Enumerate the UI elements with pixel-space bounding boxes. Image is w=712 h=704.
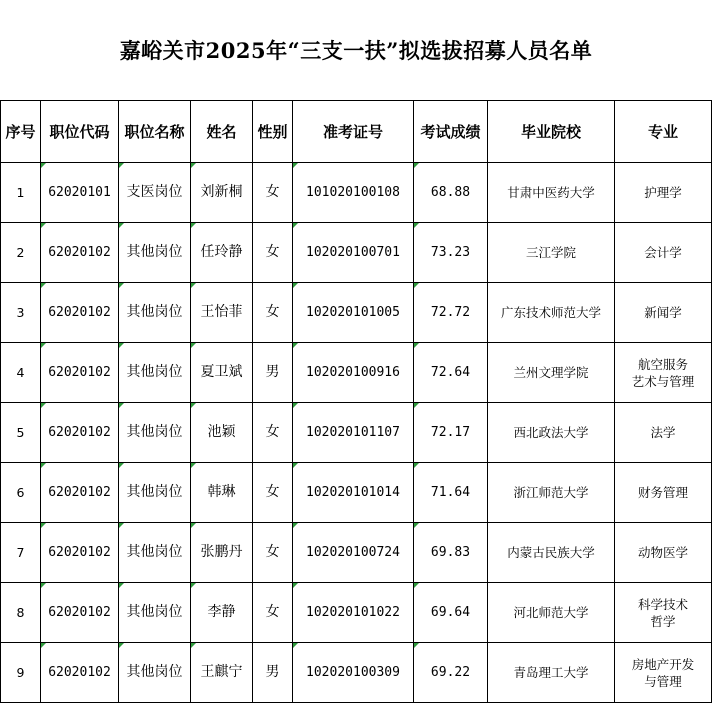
cell-name — [191, 463, 253, 523]
cell-gender-text: 女 — [265, 304, 280, 320]
cell-index — [1, 463, 41, 523]
cell-score — [414, 523, 488, 583]
cell-exam-number-text: 102020100724 — [306, 545, 400, 560]
cell-position-name-text: 其他岗位 — [126, 484, 183, 500]
cell-position-name — [119, 223, 191, 283]
cell-position-code — [41, 463, 119, 523]
cell-index — [1, 583, 41, 643]
cell-position-code-text: 62020102 — [48, 365, 111, 380]
candidate-table — [0, 100, 712, 703]
header-score: 考试成绩 — [414, 101, 488, 163]
cell-exam-number — [293, 463, 414, 523]
cell-school-text: 三江学院 — [525, 245, 576, 260]
cell-position-name-text: 其他岗位 — [126, 664, 183, 680]
cell-marker-icon — [293, 583, 298, 588]
cell-index — [1, 643, 41, 703]
cell-major — [615, 403, 712, 463]
cell-marker-icon — [293, 523, 298, 528]
cell-marker-icon — [191, 403, 196, 408]
table-row — [1, 163, 712, 223]
cell-marker-icon — [191, 523, 196, 528]
cell-gender-text: 女 — [265, 484, 280, 500]
cell-position-code-text: 62020102 — [48, 245, 111, 260]
cell-score-text: 69.83 — [430, 545, 471, 560]
header-row — [1, 101, 712, 163]
cell-score-text: 72.17 — [430, 425, 471, 440]
cell-index — [1, 283, 41, 343]
cell-school — [488, 163, 615, 223]
cell-gender — [253, 583, 293, 643]
cell-major-text: 动物医学 — [637, 545, 688, 560]
cell-marker-icon — [191, 163, 196, 168]
cell-exam-number-text: 102020100701 — [306, 245, 400, 260]
cell-school-text: 内蒙古民族大学 — [507, 545, 595, 560]
table-row — [1, 283, 712, 343]
cell-major-text: 新闻学 — [644, 305, 682, 320]
cell-score-text: 69.64 — [430, 605, 471, 620]
cell-marker-icon — [41, 523, 46, 528]
cell-school — [488, 343, 615, 403]
cell-index-text: 7 — [16, 545, 25, 560]
cell-marker-icon — [414, 163, 419, 168]
cell-major-text: 房地产开发 与管理 — [631, 656, 695, 689]
cell-name — [191, 403, 253, 463]
cell-position-code-text: 62020102 — [48, 605, 111, 620]
cell-gender — [253, 163, 293, 223]
cell-marker-icon — [414, 583, 419, 588]
cell-marker-icon — [41, 403, 46, 408]
cell-exam-number-text: 101020100108 — [306, 185, 400, 200]
cell-major — [615, 343, 712, 403]
cell-gender-text: 女 — [265, 244, 280, 260]
cell-school-text: 浙江师范大学 — [513, 485, 589, 500]
cell-position-name-text: 其他岗位 — [126, 424, 183, 440]
cell-position-code — [41, 643, 119, 703]
cell-marker-icon — [41, 223, 46, 228]
cell-score — [414, 463, 488, 523]
cell-school-text: 西北政法大学 — [513, 425, 589, 440]
cell-school — [488, 283, 615, 343]
cell-position-code-text: 62020102 — [48, 545, 111, 560]
cell-marker-icon — [414, 523, 419, 528]
cell-marker-icon — [191, 283, 196, 288]
table-row — [1, 403, 712, 463]
cell-gender-text: 男 — [265, 364, 280, 380]
cell-major — [615, 163, 712, 223]
cell-marker-icon — [293, 163, 298, 168]
cell-gender-text: 女 — [265, 544, 280, 560]
cell-name-text: 王麒宁 — [200, 664, 243, 680]
cell-position-name-text: 其他岗位 — [126, 604, 183, 620]
cell-position-name-text: 其他岗位 — [126, 364, 183, 380]
header-exam-number: 准考证号 — [293, 101, 414, 163]
cell-position-code — [41, 583, 119, 643]
cell-position-code-text: 62020102 — [48, 485, 111, 500]
cell-gender — [253, 463, 293, 523]
cell-position-code-text: 62020102 — [48, 665, 111, 680]
header-school: 毕业院校 — [488, 101, 615, 163]
cell-exam-number — [293, 283, 414, 343]
cell-marker-icon — [414, 463, 419, 468]
cell-major-text: 法学 — [650, 425, 676, 440]
cell-marker-icon — [41, 343, 46, 348]
cell-marker-icon — [41, 163, 46, 168]
cell-marker-icon — [41, 643, 46, 648]
table-body — [1, 163, 712, 703]
cell-marker-icon — [119, 283, 124, 288]
cell-index — [1, 343, 41, 403]
cell-marker-icon — [119, 583, 124, 588]
header-major: 专业 — [615, 101, 712, 163]
cell-name — [191, 163, 253, 223]
cell-name — [191, 283, 253, 343]
table-row — [1, 463, 712, 523]
cell-marker-icon — [293, 283, 298, 288]
cell-name-text: 王怡菲 — [200, 304, 243, 320]
cell-exam-number — [293, 523, 414, 583]
cell-index-text: 9 — [16, 665, 25, 680]
cell-marker-icon — [293, 343, 298, 348]
cell-marker-icon — [191, 583, 196, 588]
cell-exam-number-text: 102020101014 — [306, 485, 400, 500]
cell-position-name — [119, 643, 191, 703]
cell-index-text: 2 — [16, 245, 25, 260]
cell-marker-icon — [414, 223, 419, 228]
table-row — [1, 343, 712, 403]
cell-score — [414, 283, 488, 343]
cell-marker-icon — [119, 463, 124, 468]
header-position-name: 职位名称 — [119, 101, 191, 163]
cell-marker-icon — [191, 463, 196, 468]
cell-name — [191, 643, 253, 703]
cell-index-text: 1 — [16, 185, 25, 200]
cell-major — [615, 223, 712, 283]
cell-marker-icon — [191, 343, 196, 348]
cell-gender — [253, 523, 293, 583]
cell-name-text: 任玲静 — [200, 244, 243, 260]
cell-index-text: 3 — [16, 305, 25, 320]
cell-name — [191, 583, 253, 643]
cell-marker-icon — [41, 283, 46, 288]
cell-position-code — [41, 223, 119, 283]
cell-exam-number — [293, 583, 414, 643]
table-row — [1, 523, 712, 583]
cell-score-text: 72.64 — [430, 365, 471, 380]
header-index: 序号 — [1, 101, 41, 163]
cell-name — [191, 343, 253, 403]
cell-index — [1, 223, 41, 283]
cell-position-name-text: 其他岗位 — [126, 244, 183, 260]
table-row — [1, 643, 712, 703]
cell-name-text: 韩琳 — [207, 484, 236, 500]
cell-position-name — [119, 163, 191, 223]
cell-marker-icon — [119, 523, 124, 528]
cell-school — [488, 523, 615, 583]
cell-marker-icon — [414, 343, 419, 348]
cell-gender — [253, 283, 293, 343]
cell-major — [615, 463, 712, 523]
cell-gender-text: 女 — [265, 184, 280, 200]
cell-marker-icon — [293, 403, 298, 408]
cell-name-text: 李静 — [207, 604, 236, 620]
cell-major — [615, 583, 712, 643]
cell-score — [414, 223, 488, 283]
cell-name-text: 夏卫斌 — [200, 364, 243, 380]
cell-marker-icon — [293, 223, 298, 228]
cell-gender-text: 女 — [265, 424, 280, 440]
cell-gender-text: 女 — [265, 604, 280, 620]
cell-position-code-text: 62020102 — [48, 305, 111, 320]
cell-score — [414, 583, 488, 643]
table-row — [1, 223, 712, 283]
cell-position-name — [119, 583, 191, 643]
cell-marker-icon — [119, 643, 124, 648]
cell-school — [488, 223, 615, 283]
cell-marker-icon — [293, 463, 298, 468]
table-row — [1, 583, 712, 643]
cell-marker-icon — [119, 163, 124, 168]
cell-marker-icon — [414, 643, 419, 648]
cell-position-name — [119, 343, 191, 403]
cell-position-name-text: 其他岗位 — [126, 304, 183, 320]
header-position-code: 职位代码 — [41, 101, 119, 163]
cell-marker-icon — [119, 403, 124, 408]
cell-exam-number-text: 102020100309 — [306, 665, 400, 680]
cell-name — [191, 523, 253, 583]
cell-school — [488, 403, 615, 463]
cell-name-text: 池颖 — [207, 424, 236, 440]
cell-major — [615, 283, 712, 343]
cell-marker-icon — [414, 283, 419, 288]
cell-position-code — [41, 283, 119, 343]
cell-major-text: 航空服务 艺术与管理 — [631, 356, 695, 389]
cell-position-code — [41, 403, 119, 463]
cell-gender-text: 男 — [265, 664, 280, 680]
cell-position-code — [41, 343, 119, 403]
cell-school — [488, 463, 615, 523]
cell-index-text: 6 — [16, 485, 25, 500]
cell-exam-number-text: 102020101107 — [306, 425, 400, 440]
cell-position-name — [119, 463, 191, 523]
cell-school-text: 甘肃中医药大学 — [507, 185, 595, 200]
cell-school — [488, 583, 615, 643]
cell-index-text: 5 — [16, 425, 25, 440]
cell-position-name — [119, 403, 191, 463]
header-gender: 性别 — [253, 101, 293, 163]
document-title: 嘉峪关市2025年“三支一扶”拟选拔招募人员名单 — [119, 38, 593, 63]
cell-major — [615, 523, 712, 583]
cell-marker-icon — [191, 223, 196, 228]
cell-score — [414, 643, 488, 703]
cell-position-name-text: 其他岗位 — [126, 544, 183, 560]
cell-exam-number-text: 102020100916 — [306, 365, 400, 380]
cell-marker-icon — [119, 343, 124, 348]
cell-index — [1, 523, 41, 583]
cell-marker-icon — [414, 403, 419, 408]
cell-position-code-text: 62020101 — [48, 185, 111, 200]
cell-exam-number — [293, 163, 414, 223]
cell-gender — [253, 223, 293, 283]
cell-major-text: 会计学 — [644, 245, 682, 260]
cell-position-name — [119, 523, 191, 583]
cell-marker-icon — [41, 583, 46, 588]
cell-score-text: 71.64 — [430, 485, 471, 500]
cell-score — [414, 163, 488, 223]
cell-score-text: 68.88 — [430, 185, 471, 200]
cell-index — [1, 403, 41, 463]
cell-position-code — [41, 523, 119, 583]
cell-exam-number — [293, 343, 414, 403]
cell-school — [488, 643, 615, 703]
cell-position-code-text: 62020102 — [48, 425, 111, 440]
cell-school-text: 河北师范大学 — [513, 605, 589, 620]
cell-school-text: 兰州文理学院 — [513, 365, 589, 380]
cell-marker-icon — [191, 643, 196, 648]
cell-index — [1, 163, 41, 223]
cell-name-text: 刘新桐 — [200, 184, 243, 200]
cell-gender — [253, 643, 293, 703]
cell-gender — [253, 343, 293, 403]
cell-score — [414, 343, 488, 403]
header-name: 姓名 — [191, 101, 253, 163]
cell-index-text: 8 — [16, 605, 25, 620]
cell-exam-number — [293, 403, 414, 463]
cell-position-name — [119, 283, 191, 343]
cell-major-text: 护理学 — [644, 185, 682, 200]
cell-score-text: 73.23 — [430, 245, 471, 260]
cell-marker-icon — [293, 643, 298, 648]
cell-score-text: 69.22 — [430, 665, 471, 680]
cell-marker-icon — [119, 223, 124, 228]
cell-marker-icon — [41, 463, 46, 468]
cell-score-text: 72.72 — [430, 305, 471, 320]
cell-exam-number-text: 102020101005 — [306, 305, 400, 320]
cell-major-text: 财务管理 — [637, 485, 688, 500]
cell-exam-number-text: 102020101022 — [306, 605, 400, 620]
cell-major — [615, 643, 712, 703]
cell-index-text: 4 — [16, 365, 25, 380]
cell-gender — [253, 403, 293, 463]
cell-school-text: 青岛理工大学 — [513, 665, 589, 680]
cell-name-text: 张鹏丹 — [200, 544, 243, 560]
cell-major-text: 科学技术 哲学 — [637, 596, 688, 629]
cell-score — [414, 403, 488, 463]
cell-school-text: 广东技术师范大学 — [500, 305, 601, 320]
cell-position-code — [41, 163, 119, 223]
cell-position-name-text: 支医岗位 — [126, 184, 183, 200]
cell-exam-number — [293, 223, 414, 283]
cell-exam-number — [293, 643, 414, 703]
cell-name — [191, 223, 253, 283]
